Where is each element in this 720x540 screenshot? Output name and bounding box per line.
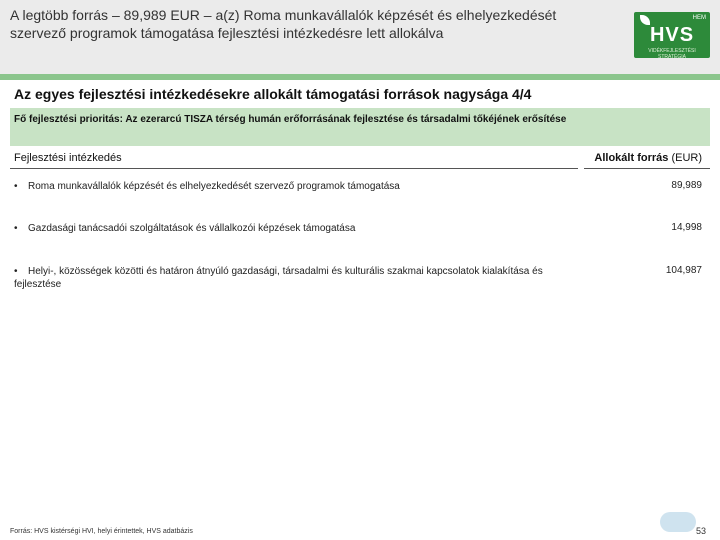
bullet-icon: • <box>14 181 18 192</box>
page-title: A legtöbb forrás – 89,989 EUR – a(z) Roma munkavállalók képzését és elhelyezkedését szervező programok támogatása fejlesztési intézkedésre lett allokálva <box>10 7 557 41</box>
header-divider <box>0 74 720 80</box>
column-header-measure: Fejlesztési intézkedés <box>14 152 122 164</box>
column-header-allocation <box>594 152 702 164</box>
page-number: 53 <box>696 526 707 536</box>
table-row-label <box>14 180 574 193</box>
header-band <box>0 0 720 74</box>
column-header-allocation-label: Allokált forrás <box>594 152 669 164</box>
hvs-logo <box>634 12 710 58</box>
column-header-allocation-unit: (EUR) <box>671 152 702 164</box>
row-label-text: Helyi-, közösségek közötti és határon átnyúló gazdasági, társadalmi és kulturális szakmai kapcsolatok kialakítása és fejlesztése <box>14 266 543 290</box>
bullet-icon: • <box>14 223 18 234</box>
header-rule-left <box>10 168 578 169</box>
logo-subtitle: VIDÉKFEJLESZTÉSI STRATÉGIA <box>648 48 696 60</box>
logo-text: HVS <box>649 24 695 46</box>
table-row-value: 89,989 <box>671 180 702 191</box>
section-title: Az egyes fejlesztési intézkedésekre allokált támogatási források nagysága 4/4 <box>14 86 532 102</box>
footer-logo <box>660 512 696 532</box>
row-label-text: Roma munkavállalók képzését és elhelyezkedését szervező programok támogatása <box>28 181 400 192</box>
source-note: Forrás: HVS kistérségi HVI, helyi érintettek, HVS adatbázis <box>10 528 193 535</box>
table-row-value: 14,998 <box>671 222 702 233</box>
priority-box <box>10 108 710 146</box>
row-label-text: Gazdasági tanácsadói szolgáltatások és vállalkozói képzések támogatása <box>28 223 356 234</box>
priority-text: Fő fejlesztési prioritás: Az ezerarcú TISZA térség humán erőforrásának fejlesztése és társadalmi tőkéjének erősítése <box>14 114 567 125</box>
logo-badge: HEM <box>692 15 706 21</box>
table-row-value: 104,987 <box>665 265 702 276</box>
bullet-icon: • <box>14 266 18 277</box>
header-rule-right <box>584 168 710 169</box>
table-row-label <box>14 222 574 235</box>
table-row-label <box>14 265 574 291</box>
